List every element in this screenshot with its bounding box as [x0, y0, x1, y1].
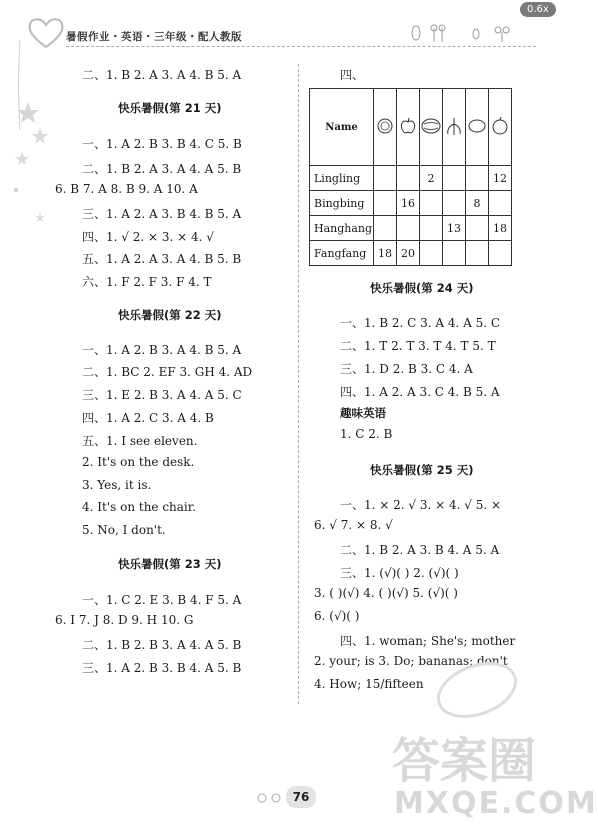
answer-line: 2. your; is 3. Do; bananas; don't	[314, 654, 508, 668]
header-title: 暑假作业・英语・三年级・配人教版	[66, 31, 242, 43]
section-title: 快乐暑假(第 24 天)	[370, 281, 474, 295]
answer-line: 二、1. B 2. A 3. A 4. B 5. A	[82, 68, 242, 82]
section-title: 快乐暑假(第 22 天)	[118, 308, 222, 322]
row-name: Fangfang	[310, 241, 374, 266]
orange-icon	[376, 125, 394, 138]
answer-line: 5. No, I don't.	[82, 523, 166, 537]
table-cell: 2	[420, 166, 443, 191]
answer-line: 6. B 7. A 8. B 9. A 10. A	[55, 182, 198, 196]
section-title: 快乐暑假(第 25 天)	[370, 463, 474, 477]
section-title: 快乐暑假(第 23 天)	[118, 557, 222, 571]
answer-line: 五、1. I see eleven.	[82, 434, 198, 448]
answer-line: 6. (√)( )	[314, 609, 360, 623]
table-cell: 18	[489, 216, 512, 241]
apple-icon	[399, 125, 417, 138]
table-cell: 12	[489, 166, 512, 191]
table-cell: 8	[466, 191, 489, 216]
answer-line: 一、1. × 2. √ 3. × 4. √ 5. ×	[340, 498, 502, 512]
table-row	[310, 216, 512, 241]
section-title: 趣味英语	[340, 406, 386, 420]
table-header-row	[310, 89, 512, 166]
section-title: 快乐暑假(第 21 天)	[118, 101, 222, 115]
table-cell	[397, 166, 420, 191]
table-cell	[466, 166, 489, 191]
table-cell	[443, 166, 466, 191]
page-dots-icon	[256, 790, 286, 809]
answer-line: 四、1. A 2. A 3. C 4. B 5. A	[340, 385, 500, 399]
answer-line: 二、1. B 2. B 3. A 4. A 5. B	[82, 638, 242, 652]
answer-line: 一、1. B 2. C 3. A 4. A 5. C	[340, 316, 501, 330]
answer-line: 二、1. BC 2. EF 3. GH 4. AD	[82, 365, 253, 379]
answer-line: 一、1. A 2. B 3. B 4. C 5. B	[82, 137, 242, 151]
answer-line: 三、1. A 2. A 3. B 4. B 5. A	[82, 207, 242, 221]
answer-line: 一、1. A 2. B 3. A 4. B 5. A	[82, 343, 242, 357]
answer-line: 二、1. B 2. A 3. A 4. A 5. B	[82, 162, 242, 176]
table-cell	[374, 216, 397, 241]
answer-line: 三、1. A 2. B 3. B 4. A 5. B	[82, 661, 242, 675]
fruit-count-table	[309, 88, 512, 266]
table-cell	[374, 166, 397, 191]
table-cell	[466, 216, 489, 241]
watermelon-icon	[421, 124, 441, 137]
answer-line: 四、1. woman; She's; mother	[340, 634, 516, 648]
answer-line: 一、1. C 2. E 3. B 4. F 5. A	[82, 593, 242, 607]
answer-line: 六、1. F 2. F 3. F 4. T	[82, 275, 212, 289]
table-cell	[489, 241, 512, 266]
table-cell: 16	[397, 191, 420, 216]
answer-line: 二、1. T 2. T 3. T 4. T 5. T	[340, 339, 496, 353]
section-four-label: 四、	[340, 68, 365, 82]
lemon-icon	[467, 124, 487, 137]
table-cell	[443, 191, 466, 216]
answer-line: 4. It's on the chair.	[82, 500, 197, 514]
watermark-url: MXQE.COM	[394, 786, 598, 821]
table-row	[310, 191, 512, 216]
table-cell	[420, 241, 443, 266]
row-name: Hanghang	[310, 216, 374, 241]
apple-icon	[491, 125, 509, 138]
page-number: 76	[286, 786, 316, 808]
column-divider	[298, 64, 299, 704]
answer-line: 3. ( )(√) 4. ( )(√) 5. (√)( )	[314, 586, 458, 600]
zoom-level-badge[interactable]: 0.6x	[520, 2, 556, 17]
answer-line: 四、1. √ 2. × 3. × 4. √	[82, 230, 214, 244]
table-row	[310, 241, 512, 266]
answer-line: 4. How; 15/fifteen	[314, 677, 424, 691]
answer-line: 三、1. E 2. B 3. A 4. A 5. C	[82, 388, 242, 402]
table-cell	[489, 191, 512, 216]
table-cell	[443, 241, 466, 266]
table-header-name: Name	[310, 89, 374, 166]
row-name: Bingbing	[310, 191, 374, 216]
table-cell	[466, 241, 489, 266]
answer-line: 二、1. B 2. A 3. B 4. A 5. A	[340, 543, 500, 557]
answer-line: 三、1. (√)( ) 2. (√)( )	[340, 566, 459, 580]
banana-icon	[445, 126, 463, 139]
answer-line: 6. I 7. J 8. D 9. H 10. G	[55, 613, 194, 627]
watermark-stamp-icon	[432, 660, 522, 724]
answer-line: 1. C 2. B	[340, 427, 393, 441]
watermark-logo: 答案圈	[392, 733, 537, 789]
answer-line: 四、1. A 2. C 3. A 4. B	[82, 411, 214, 425]
table-cell: 20	[397, 241, 420, 266]
table-cell	[397, 216, 420, 241]
decorative-plants-icon	[408, 22, 518, 48]
answer-line: 6. √ 7. × 8. √	[314, 518, 393, 532]
answer-line: 三、1. D 2. B 3. C 4. A	[340, 362, 473, 376]
answer-line: 3. Yes, it is.	[82, 478, 152, 492]
table-cell: 18	[374, 241, 397, 266]
table-cell	[420, 216, 443, 241]
table-cell: 13	[443, 216, 466, 241]
answer-line: 五、1. A 2. A 3. A 4. B 5. B	[82, 252, 242, 266]
decorative-stars-icon	[8, 40, 58, 244]
table-row	[310, 166, 512, 191]
answer-line: 2. It's on the desk.	[82, 455, 195, 469]
table-cell	[374, 191, 397, 216]
table-cell	[420, 191, 443, 216]
row-name: Lingling	[310, 166, 374, 191]
